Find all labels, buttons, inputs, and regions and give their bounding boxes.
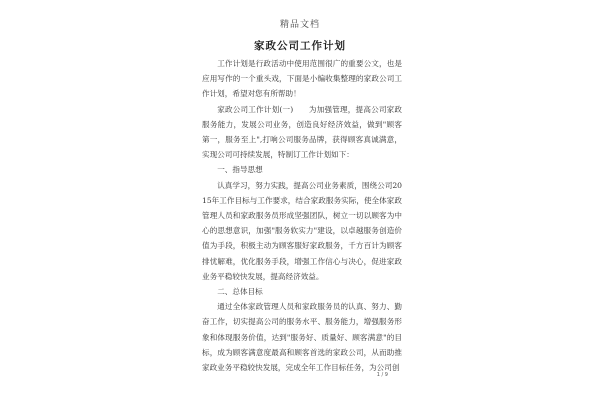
document-body — [202, 56, 402, 375]
section-heading-overall-goal: 二、总体目标 — [217, 287, 263, 297]
intro-paragraph: 工作计划是行政活动中使用范围很广的重要公文，也是应用写作的一个重头戏，下面是小编收集整理的家政公司工作计划，希望对您有所帮助！ — [202, 59, 402, 99]
document-title: 家政公司工作计划 — [254, 40, 346, 52]
section-text-overall-goal: 通过全体家政管理人员和家政服务员的认真、努力、勤奋工作，切实提高公司的服务水平、服务能力，增强服务形象和体现服务价值，达到"服务好、质量好、顾客满意"的目标，成为顾客满意度最高和顾客首选的家政公司，从而助推家政业务平稳较快发展，完成全年工作目标任务，为公司创 — [202, 302, 402, 373]
section-text-guiding-ideology: 认真学习，努力实践，提高公司业务素质，围绕公司2015年工作目标与工作要求，结合家政服务实际，使全体家政管理人员和家政服务员形成坚强团队，树立一切以顾客为中心的思想意识，加强"服务软实力"建设，以卓越服务创造价值为手段，积极主动为顾客服好家政服务，千方百计为顾客排忧解难，优化服务手段，增强工作信心与决心，促进家政业务平稳较快发展，提高经济效益。 — [202, 180, 402, 281]
section-heading-guiding-ideology: 一、指导思想 — [217, 165, 263, 175]
plan-paragraph: 家政公司工作计划(一) 为加强管理，提高公司家政服务能力，发展公司业务，创造良好经济效益，做到"顾客第一，服务至上",打响公司服务品牌，获得顾客真诚满意，实现公司可持续发展，特制订工作计划如下： — [202, 104, 402, 160]
header-label: 精品文档 — [279, 20, 320, 30]
page-number: 1 / 9 — [376, 372, 388, 378]
